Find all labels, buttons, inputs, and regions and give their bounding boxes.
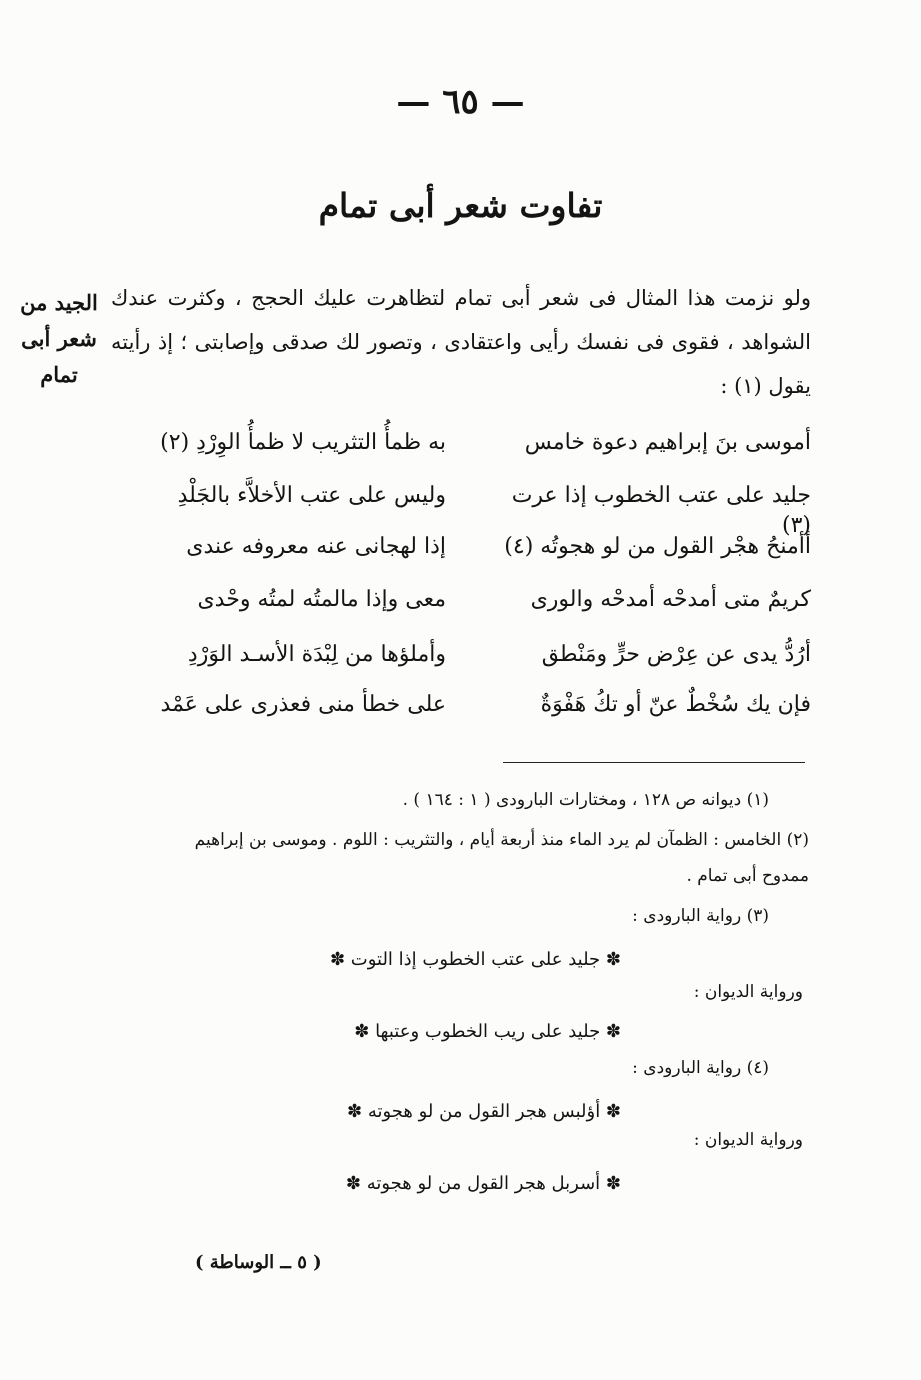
verse-4-first-hemistich: كريمٌ متى أمدحْه أمدحْه والورى bbox=[530, 587, 811, 612]
verse-2-second-hemistich: وليس على عتب الأخلاَّء بالجَلْدِ bbox=[177, 483, 446, 508]
footnote-4-verse: ✽ أؤلبس هجر القول من لو هجوته ✽ bbox=[347, 1101, 621, 1122]
verse-3-second-hemistich: إذا لهجانى عنه معروفه عندى bbox=[186, 534, 446, 559]
verse-5-first-hemistich: أرُدُّ يدى عن عِرْض حرٍّ ومَنْطق bbox=[541, 642, 811, 667]
verse-4-second-hemistich: معى وإذا مالمتُه لمتُه وحْدى bbox=[197, 587, 446, 612]
verse-1-second-hemistich: به ظمأُ التثريب لا ظمأُ الوِرْدِ (٢) bbox=[160, 430, 446, 455]
diwan-verse-1: ✽ جليد على ريب الخطوب وعتبها ✽ bbox=[354, 1021, 621, 1042]
footnote-3: (٣) رواية البارودى : bbox=[632, 906, 769, 926]
footnote-2-line-1: (٢) الخامس : الظمآن لم يرد الماء منذ أربعة أيام ، والتثريب : اللوم . وموسى بن إبراهيم bbox=[194, 830, 809, 850]
diwan-verse-2: ✽ أسربل هجر القول من لو هجوته ✽ bbox=[345, 1173, 621, 1194]
section-title: تفاوت شعر أبى تمام bbox=[318, 186, 603, 225]
verse-3-first-hemistich: أأمنحُ هجْر القول من لو هجوتُه (٤) bbox=[504, 534, 811, 559]
verse-2-first-hemistich: جليد على عتب الخطوب إذا عرت (٣) bbox=[511, 483, 811, 538]
verse-1-first-hemistich: أموسى بنَ إبراهيم دعوة خامس bbox=[524, 430, 811, 455]
footnote-3-verse: ✽ جليد على عتب الخطوب إذا التوت ✽ bbox=[329, 949, 621, 970]
margin-note: الجيد من شعر أبى تمام bbox=[20, 290, 98, 387]
footnote-4: (٤) رواية البارودى : bbox=[632, 1058, 769, 1078]
footnote-divider bbox=[503, 762, 805, 763]
footnote-2-line-2: ممدوح أبى تمام . bbox=[686, 866, 809, 886]
body-paragraph: ولو نزمت هذا المثال فى شعر أبى تمام لتظاهرت عليك الحجج ، وكثرت عندك الشواهد ، فقوى فى نفسك رأيى واعتقادى ، وتصور لك صدقى وإصابتى ؛ إذ رأيته يقول (١) : bbox=[111, 286, 811, 398]
verse-5-second-hemistich: وأملؤها من لِبْدَة الأسـد الوَرْدِ bbox=[187, 642, 446, 667]
signature-mark: ( ٥ ــ الوساطة ) bbox=[195, 1252, 322, 1273]
page-number: — ٦٥ — bbox=[396, 82, 525, 122]
diwan-label-2: ورواية الديوان : bbox=[693, 1130, 803, 1150]
verse-6-second-hemistich: على خطأ منى فعذرى على عَمْد bbox=[160, 692, 446, 717]
footnote-1: (١) ديوانه ص ١٢٨ ، ومختارات البارودى ( ١ : ١٦٤ ) . bbox=[402, 790, 769, 810]
diwan-label-1: ورواية الديوان : bbox=[693, 982, 803, 1002]
verse-6-first-hemistich: فإن يك سُخْطٌ عنّ أو تكُ هَفْوَةٌ bbox=[540, 692, 811, 717]
